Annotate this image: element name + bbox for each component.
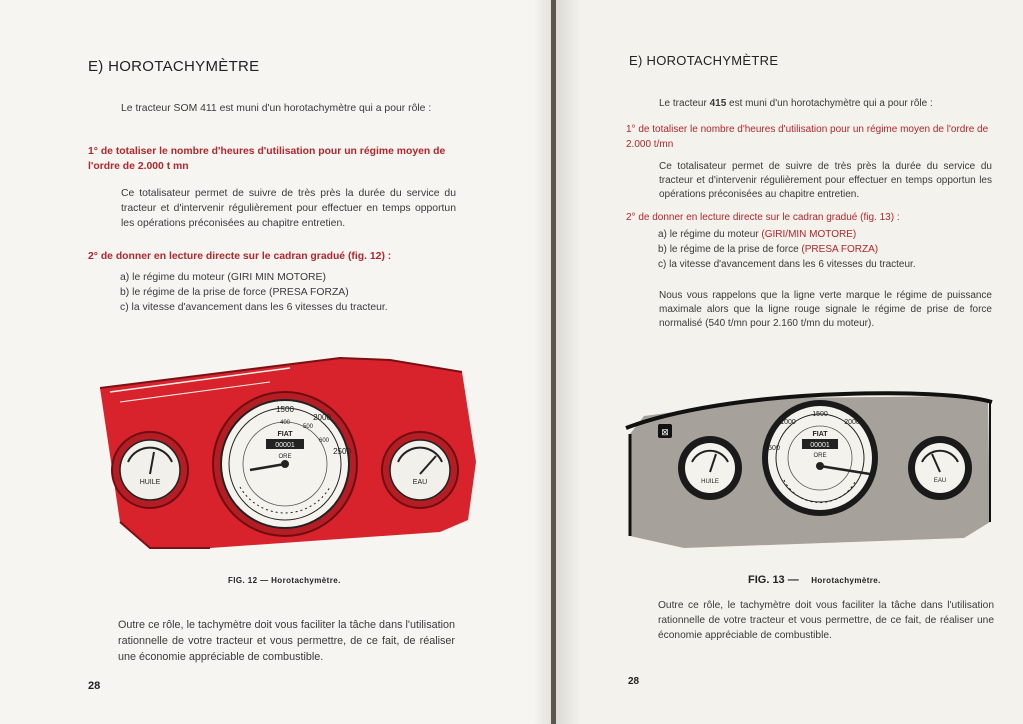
list-item: a) le régime du moteur (GIRI MIN MOTORE): [120, 272, 326, 283]
tacho-scale-label: 1500: [812, 411, 828, 418]
reminder-text: Nous vous rappelons que la ligne verte marque le régime de puissance maximale alors que la ligne rouge signale le régime de prise de force normalisé (540 t/mn pour 2.160 t/mn du moteur).: [659, 290, 992, 329]
point-1-detail: Ce totalisateur permet de suivre de très près la durée du service du tracteur et d'intervenir régulièrement pour effectuer en temps opportun les opérations préconisées au chapitre entretien.: [659, 161, 992, 200]
tachometer: [213, 392, 357, 536]
tacho-scale-label: 400: [279, 420, 291, 426]
tacho-brand: FIAT: [277, 431, 293, 438]
oil-gauge-label: HUILE: [701, 479, 719, 485]
intro-text: Le tracteur SOM 411 est muni d'un horotachymètre qui a pour rôle :: [121, 103, 432, 114]
water-gauge-label: EAU: [412, 479, 428, 486]
fig12-illustration: [90, 352, 480, 557]
hour-counter: 00001: [275, 442, 295, 449]
tacho-scale-label: 2500: [333, 447, 351, 456]
oil-gauge: [678, 436, 742, 500]
closing-text: Outre ce rôle, le tachymètre doit vous faciliter la tâche dans l'utilisation rationnelle de votre tracteur et vous permettre, de ce fait, de réaliser une économie appréciable de combustible.: [118, 619, 455, 663]
reading-list: [120, 270, 460, 315]
list-item: c) la vitesse d'avancement dans les 6 vitesses du tracteur.: [120, 302, 388, 313]
tacho-scale-label: 1000: [780, 419, 796, 426]
point-2: 2° de donner en lecture directe sur le cadran gradué (fig. 13) :: [626, 212, 900, 223]
oil-gauge-label: HUILE: [139, 479, 161, 486]
closing-text: Outre ce rôle, le tachymètre doit vous faciliter la tâche dans l'utilisation rationnelle de votre tracteur et vous permettre, de ce fait, de réaliser une économie appréciable de combustible.: [658, 600, 994, 641]
intro-text: Le tracteur 415 est muni d'un horotachymètre qui a pour rôle :: [659, 98, 933, 109]
reading-list: [658, 227, 998, 272]
list-item: a) le régime du moteur (GIRI/MIN MOTORE): [658, 229, 857, 240]
list-item: c) la vitesse d'avancement dans les 6 vitesses du tracteur.: [658, 259, 916, 270]
svg-text:⊠: ⊠: [661, 427, 669, 437]
tacho-brand: FIAT: [812, 431, 828, 438]
hour-counter: 00001: [810, 442, 830, 449]
point-1-detail: Ce totalisateur permet de suivre de très près la durée du service du tracteur et d'intervenir régulièrement pour effectuer en temps opportun les opérations préconisées au chapitre entretien.: [121, 188, 456, 229]
page-number: 28: [88, 680, 101, 692]
page-number: 28: [628, 676, 640, 687]
tacho-scale-label: 2000: [313, 413, 331, 422]
tachometer: [762, 400, 878, 516]
figure-caption: FIG. 12 — Horotachymètre.: [228, 576, 341, 585]
tacho-scale-label: 1500: [276, 405, 294, 414]
fig13-illustration: [624, 388, 996, 558]
page-title: E) HOROTACHYMÈTRE: [88, 58, 260, 75]
point-2: 2° de donner en lecture directe sur le cadran gradué (fig. 12) :: [88, 251, 392, 262]
tacho-scale-label: 2000: [844, 419, 860, 426]
tacho-scale-label: 600: [318, 438, 330, 444]
figure-caption: FIG. 13 — Horotachymètre.: [748, 574, 881, 586]
oil-gauge: [112, 432, 188, 508]
tacho-scale-label: 500: [768, 445, 780, 452]
list-item: b) le régime de la prise de force (PRESA FORZA): [120, 287, 349, 298]
water-gauge: [908, 436, 972, 500]
list-item: b) le régime de la prise de force (PRESA FORZA): [658, 244, 879, 255]
hour-counter-unit: ORE: [278, 454, 292, 460]
right-page: [556, 0, 1023, 724]
tacho-scale-label: 500: [302, 424, 314, 430]
water-gauge-label: EAU: [933, 478, 947, 484]
point-1: 1° de totaliser le nombre d'heures d'utilisation pour un régime moyen de l'ordre de 2.000 t/mn: [626, 124, 989, 150]
point-1: 1° de totaliser le nombre d'heures d'utilisation pour un régime moyen de l'ordre de 2.000 t mn: [88, 146, 446, 172]
hour-counter-unit: ORE: [813, 453, 827, 459]
water-gauge: [382, 432, 458, 508]
page-title: E) HOROTACHYMÈTRE: [629, 53, 779, 68]
